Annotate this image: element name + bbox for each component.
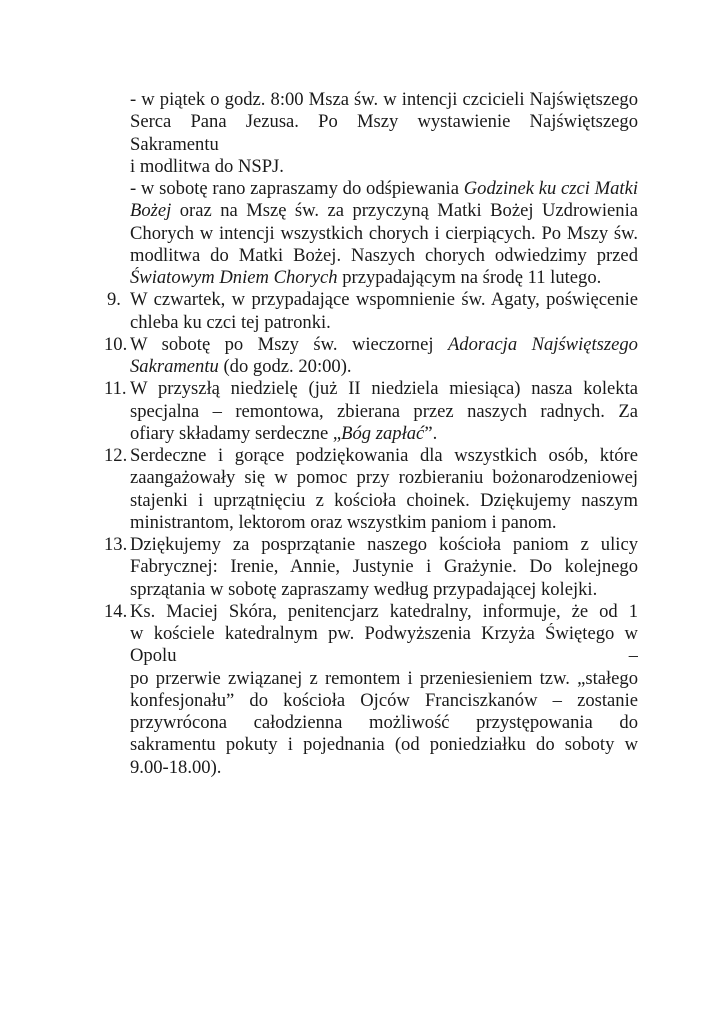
list-number: 10. [104,333,128,355]
text-line [130,200,638,222]
text-line [130,178,638,200]
text-line: W czwartek, w przypadające wspomnienie św. Agaty, poświęcenie [130,289,638,311]
text-line [130,267,638,289]
italic-title: Adoracja Najświętszego [447,333,638,355]
text-line: ministrantom, lektorom oraz wszystkim paniom i panom. [130,511,557,533]
text-line: przywrócona całodzienna możliwość przystępowania do [130,712,638,733]
text-line: W przyszłą niedzielę (już II niedziela miesiąca) nasza kolekta [130,378,638,400]
text-line: Fabrycznej: Irenie, Annie, Justynie i Grażynie. Do kolejnego [130,556,638,578]
text-line [130,356,638,378]
italic-title: Światowym Dniem Chorych [130,267,338,288]
text-segment: oraz na Mszę św. za przyczyną Matki Bożej Uzdrowienia [171,200,638,222]
list-number: 13. [104,534,128,555]
text-line: modlitwa do Matki Bożej. Naszych chorych odwiedzimy przed [130,244,638,266]
text-line: sprzątania w sobotę zapraszamy według przypadającej kolejki. [130,578,598,600]
text-segment: ofiary składamy serdeczne „ [130,422,342,444]
list-item-11 [104,378,638,445]
friday-announcement [130,89,638,178]
text-line: Dziękujemy za posprzątanie naszego kościoła paniom z ulicy [130,534,638,555]
announcements-body [104,89,638,779]
text-line: zaangażowały się w pomoc przy rozbieraniu bożonarodzeniowej [130,467,638,489]
text-line: Serca Pana Jezusa. Po Mszy wystawienie Najświętszego [130,111,638,133]
list-number: 9. [107,289,121,311]
saturday-announcement [130,178,638,289]
text-line: specjalna – remontowa, zbierana przez naszych radnych. Za [130,400,638,422]
text-segment: (do godz. 20:00). [218,356,352,377]
list-number: 11. [104,378,127,400]
text-line: stajenki i uprzątnięciu z kościoła choinek. Dziękujemy naszym [130,489,638,511]
text-line: 9.00-18.00). [130,756,222,778]
text-line: - w piątek o godz. 8:00 Msza św. w intencji czcicieli Najświętszego [130,89,638,110]
list-number: 14. [104,600,128,622]
text-line: po przerwie związanej z remontem i przeniesieniem tzw. „stałego [130,667,638,689]
list-item-13 [104,534,638,601]
text-line: chleba ku czci tej patronki. [130,311,331,333]
text-line [130,334,638,356]
italic-title: Godzinek ku czci Matki [463,178,638,199]
list-number: 12. [104,445,128,466]
text-line: Opolu – [130,645,638,667]
text-line: w kościele katedralnym pw. Podwyższenia Krzyża Świętego w [130,623,638,644]
text-line: Chorych w intencji wszystkich chorych i cierpiących. Po Mszy św. [130,222,638,244]
text-line: i modlitwa do NSPJ. [130,155,284,177]
text-line: sakramentu pokuty i pojednania (od poniedziałku do soboty w [130,734,638,756]
text-line: Sakramentu [130,133,219,155]
text-line [130,423,638,445]
list-item-14 [104,600,638,779]
list-item-12 [104,445,638,534]
italic-title: Sakramentu [130,356,219,377]
italic-title: Bożej [130,200,172,222]
text-line: Serdeczne i gorące podziękowania dla wszystkich osób, które [130,445,638,466]
italic-phrase: Bóg zapłać [341,422,425,444]
text-segment: W sobotę po Mszy św. wieczornej [130,333,448,355]
list-item-9 [107,289,638,334]
text-line: Ks. Maciej Skóra, penitencjarz katedralny, informuje, że od 1 [130,600,638,622]
text-segment: przypadającym na środę 11 lutego. [337,267,602,288]
text-segment: ”. [424,422,438,444]
text-segment: - w sobotę rano zapraszamy do odśpiewania [130,178,464,199]
list-item-10 [104,333,638,379]
text-line: konfesjonału” do kościoła Ojców Franciszkanów – zostanie [130,689,638,711]
